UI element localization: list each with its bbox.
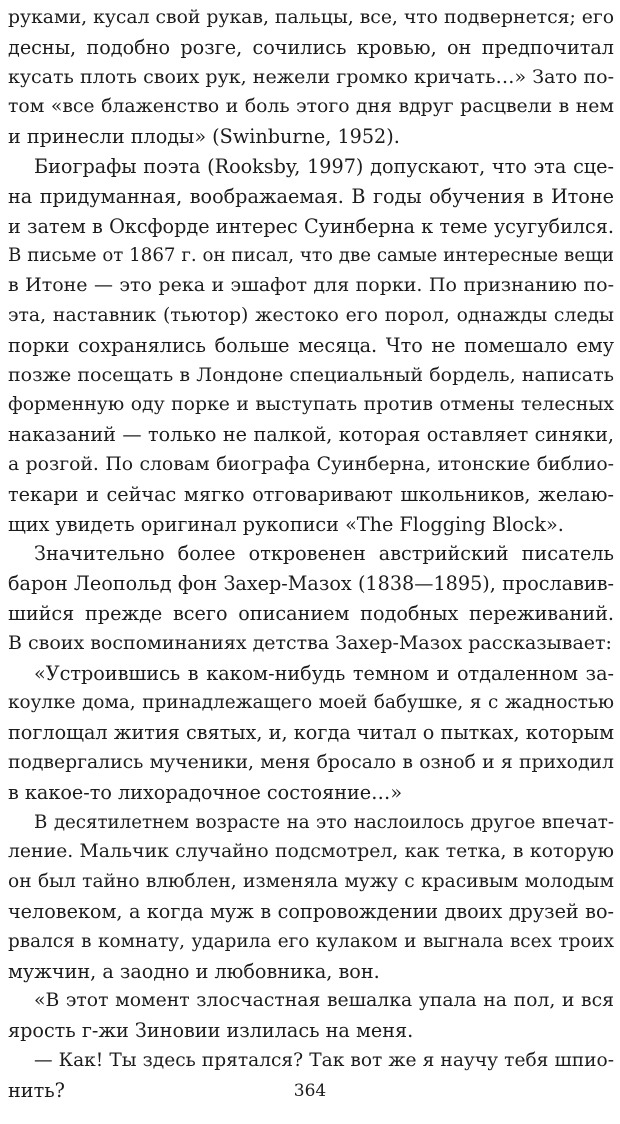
text-line: — Как! Ты здесь прятался? Так вот же я научу тебя шпио-: [34, 1049, 614, 1071]
text-line: подвергались мученики, меня бросало в озноб и я приходил: [8, 751, 614, 773]
text-line: и затем в Оксфорде интерес Суинберна к теме усугубился.: [8, 214, 614, 238]
page-number: 364: [293, 1081, 327, 1101]
text-line: мужчин, а заодно и любовника, вон.: [8, 959, 380, 983]
text-line: В письме от 1867 г. он писал, что две самые интересные вещи: [8, 245, 614, 267]
text-line: шийся прежде всего описанием подобных переживаний.: [8, 601, 614, 625]
text-line: Биографы поэта (Rooksby, 1997) допускают, что эта сце-: [34, 154, 614, 178]
text-line: щих увидеть оригинал рукописи «The Flogging Block».: [8, 512, 564, 536]
text-line: и принесли плоды» (Swinburne, 1952).: [8, 125, 400, 149]
text-line: на придуманная, воображаемая. В годы обучения в Итоне: [8, 184, 614, 208]
text-line: форменную оду порке и выступать против отмены телесных: [8, 394, 614, 416]
text-line: В десятилетнем возрасте на это наслоилось другое впечат-: [34, 811, 614, 833]
text-line: ление. Мальчик случайно подсмотрел, как тетка, в которую: [8, 841, 614, 863]
text-line: человеком, а когда муж в сопровождении двоих друзей во-: [8, 899, 614, 923]
text-line: «Устроившись в каком-нибудь темном и отдаленном за-: [34, 661, 614, 685]
text-line: Значительно более откровенен австрийский писатель: [34, 542, 614, 566]
text-line: барон Леопольд фон Захер-Мазох (1838—1895), прославив-: [8, 572, 614, 596]
text-line: поглощал жития святых, и, когда читал о пытках, которым: [8, 721, 614, 745]
text-line: позже посещать в Лондоне специальный бордель, написать: [8, 363, 614, 386]
text-line: а розгой. По словам биографа Суинберна, итонские библио-: [8, 453, 614, 475]
text-line: «В этот момент злосчастная вешалка упала на пол, и вся: [34, 990, 614, 1012]
text-line: рвался в комнату, ударила его кулаком и выгнала всех троих: [8, 930, 614, 952]
text-line: ярость г-жи Зиновии излилась на меня.: [8, 1019, 414, 1043]
text-line: десны, подобно розге, сочились кровью, он предпочитал: [8, 35, 614, 59]
text-line: В своих воспоминаниях детства Захер-Мазох рассказывает:: [8, 631, 612, 654]
text-line: эта, наставник (тьютор) жестоко его порол, однажды следы: [8, 304, 614, 326]
text-line: он был тайно влюблен, изменяла мужу с красивым молодым: [8, 871, 614, 893]
text-line: кусать плоть своих рук, нежели громко кричать…» Зато по-: [8, 65, 614, 88]
text-line: том «все блаженство и боль этого дня вдруг расцвели в нем: [8, 96, 614, 118]
text-line: наказаний — только не палкой, которая оставляет синяки,: [8, 423, 614, 447]
text-line: в какое-то лихорадочное состояние…»: [8, 780, 403, 804]
text-line: текари и сейчас мягко отговаривают школьников, желаю-: [8, 482, 614, 506]
body-text: [8, 3, 614, 1105]
text-line: нить?: [8, 1078, 65, 1102]
text-line: коулке дома, принадлежащего моей бабушке, я с жадностью: [8, 692, 614, 714]
text-line: в Итоне — это река и эшафот для порки. По признанию по-: [8, 274, 614, 297]
text-line: руками, кусал свой рукав, пальцы, все, что подвернется; его: [8, 7, 615, 28]
text-line: порки сохранялись больше месяца. Что не помешало ему: [8, 333, 614, 357]
